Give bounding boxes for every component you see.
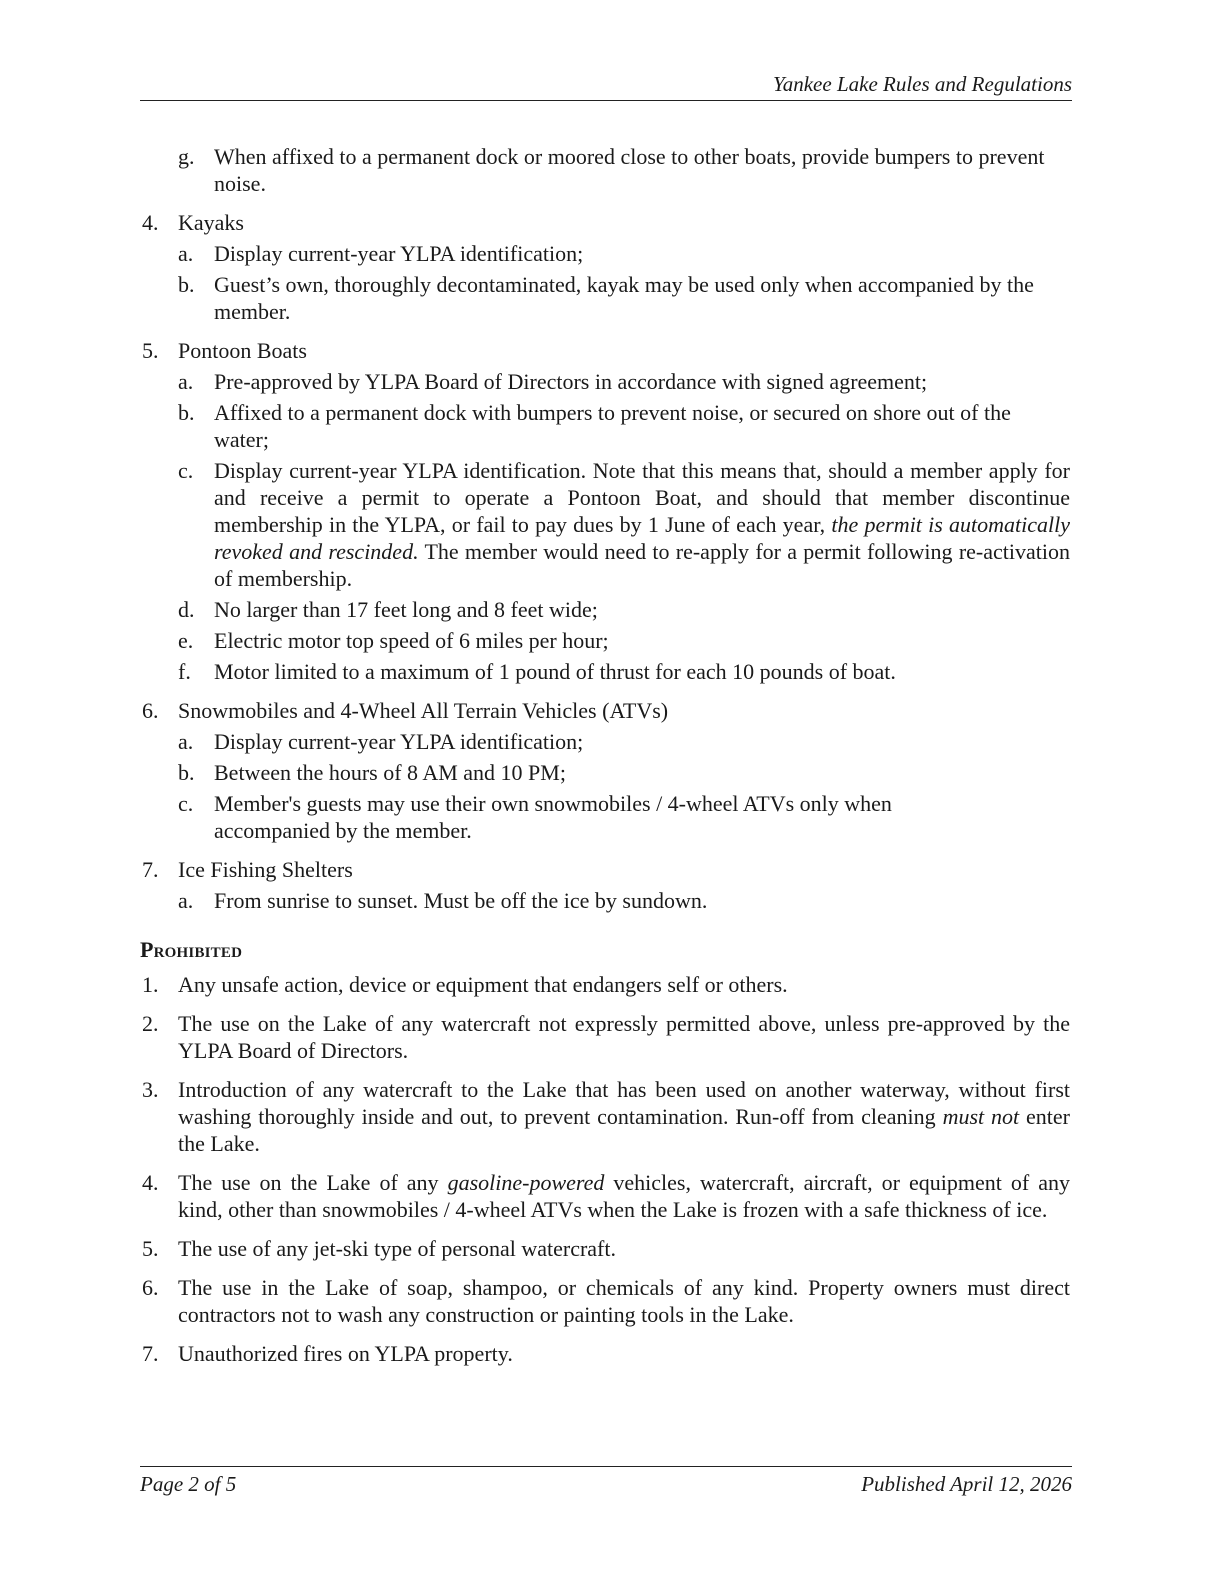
prohibited-item [140, 1340, 1070, 1367]
item-text: Introduction of any watercraft to the Lake that has been used on another waterway, without first washing thoroughly inside and out, to prevent contamination. Run-off from cleaning [178, 1077, 1070, 1129]
subitem-letter: b. [178, 272, 195, 297]
subitem-text: Display current-year YLPA identification; [214, 729, 584, 754]
subitem-letter: b. [178, 400, 195, 425]
subitem-text: When affixed to a permanent dock or moored close to other boats, provide bumpers to prevent noise. [214, 144, 1045, 196]
subitem-letter: a. [178, 241, 194, 266]
subitem-text: From sunrise to sunset. Must be off the ice by sundown. [214, 888, 708, 913]
item-number: 6. [142, 698, 159, 723]
list-subitem [178, 271, 1070, 325]
subitem-text: No larger than 17 feet long and 8 feet wide; [214, 597, 598, 622]
subitem-text: Pre-approved by YLPA Board of Directors in accordance with signed agreement; [214, 369, 928, 394]
list-subitem-g [140, 143, 1070, 197]
list-subitem [178, 596, 1070, 623]
prohibited-item [140, 1076, 1070, 1157]
item-emphasis: must not [942, 1104, 1020, 1129]
item-text: Unauthorized fires on YLPA property. [178, 1341, 513, 1366]
subitem-letter: d. [178, 597, 195, 622]
list-item-pontoon-boats [140, 337, 1070, 685]
item-text: The use on the Lake of any [178, 1170, 448, 1195]
subitem-letter: a. [178, 729, 194, 754]
item-text: The use of any jet-ski type of personal watercraft. [178, 1236, 616, 1261]
item-text: The use on the Lake of any watercraft not expressly permitted above, unless pre-approved by the YLPA Board of Directors. [178, 1011, 1070, 1063]
list-item-snowmobiles [140, 697, 1070, 844]
prohibited-item [140, 1010, 1070, 1064]
list-subitem [178, 790, 1070, 844]
subitem-letter: b. [178, 760, 195, 785]
page-number: Page 2 of 5 [140, 1472, 237, 1496]
subitem-text: Between the hours of 8 AM and 10 PM; [214, 760, 566, 785]
item-number: 2. [142, 1011, 159, 1036]
page-footer [140, 1466, 1072, 1497]
prohibited-item [140, 1235, 1070, 1262]
item-title: Kayaks [178, 210, 244, 235]
published-date: Published April 12, 2026 [861, 1472, 1072, 1496]
header-title: Yankee Lake Rules and Regulations [772, 72, 1072, 96]
subitem-letter: f. [178, 659, 191, 684]
list-subitem [178, 728, 1070, 755]
subitem-text: Affixed to a permanent dock with bumpers to prevent noise, or secured on shore out of the water; [214, 400, 1011, 452]
list-item-ice-fishing [140, 856, 1070, 914]
item-text: The use in the Lake of soap, shampoo, or chemicals of any kind. Property owners must direct contractors not to wash any construction or painting tools in the Lake. [178, 1275, 1070, 1327]
subitem-letter: e. [178, 628, 194, 653]
subitem-text: Display current-year YLPA identification; [214, 241, 584, 266]
list-subitem [178, 457, 1070, 592]
subitem-letter: a. [178, 369, 194, 394]
item-title: Pontoon Boats [178, 338, 307, 363]
item-text: enter the Lake. [178, 1104, 1070, 1156]
subitem-letter: c. [178, 791, 194, 816]
item-number: 1. [142, 972, 159, 997]
item-title: Ice Fishing Shelters [178, 857, 353, 882]
list-item-kayaks [140, 209, 1070, 325]
subitem-letter: g. [178, 144, 195, 169]
item-number: 4. [142, 210, 159, 235]
list-subitem [178, 658, 1070, 685]
document-body [140, 143, 1070, 1379]
prohibited-item [140, 1169, 1070, 1223]
list-subitem [178, 759, 1070, 786]
subitem-letter: c. [178, 458, 194, 483]
item-text: Any unsafe action, device or equipment that endangers self or others. [178, 972, 788, 997]
subitem-text: The member would need to re-apply for a permit following re-activation of membership. [214, 539, 1070, 591]
list-subitem [178, 240, 1070, 267]
prohibited-item [140, 1274, 1070, 1328]
page-header [140, 72, 1072, 101]
item-number: 3. [142, 1077, 159, 1102]
list-subitem [178, 368, 1070, 395]
section-heading-prohibited: Prohibited [140, 937, 243, 962]
subitem-text: Electric motor top speed of 6 miles per hour; [214, 628, 609, 653]
item-number: 7. [142, 1341, 159, 1366]
item-number: 6. [142, 1275, 159, 1300]
subitem-text: Motor limited to a maximum of 1 pound of thrust for each 10 pounds of boat. [214, 659, 896, 684]
subitem-text: Display current-year YLPA identification. Note that this means that, should a member apply for and receive a permit to operate a Pontoon Boat, and should that member discontinue membership in the YLPA, or fail to pay dues by 1 June of each year, [214, 458, 1070, 537]
subitem-text: Member's guests may use their own snowmobiles / 4-wheel ATVs only when accompanied by the member. [214, 791, 892, 843]
subitem-emphasis: the permit is automatically revoked and rescinded. [214, 512, 1071, 564]
prohibited-item [140, 971, 1070, 998]
item-text: vehicles, watercraft, aircraft, or equipment of any kind, other than snowmobiles / 4-wheel ATVs when the Lake is frozen with a safe thickness of ice. [178, 1170, 1070, 1222]
item-title: Snowmobiles and 4-Wheel All Terrain Vehicles (ATVs) [178, 698, 669, 723]
list-subitem [178, 627, 1070, 654]
item-number: 5. [142, 1236, 159, 1261]
list-subitem [178, 887, 1070, 914]
subitem-text: Guest’s own, thoroughly decontaminated, kayak may be used only when accompanied by the member. [214, 272, 1034, 324]
item-emphasis: gasoline-powered [447, 1170, 605, 1195]
item-number: 5. [142, 338, 159, 363]
list-subitem [178, 399, 1070, 453]
item-number: 7. [142, 857, 159, 882]
subitem-letter: a. [178, 888, 194, 913]
item-number: 4. [142, 1170, 159, 1195]
